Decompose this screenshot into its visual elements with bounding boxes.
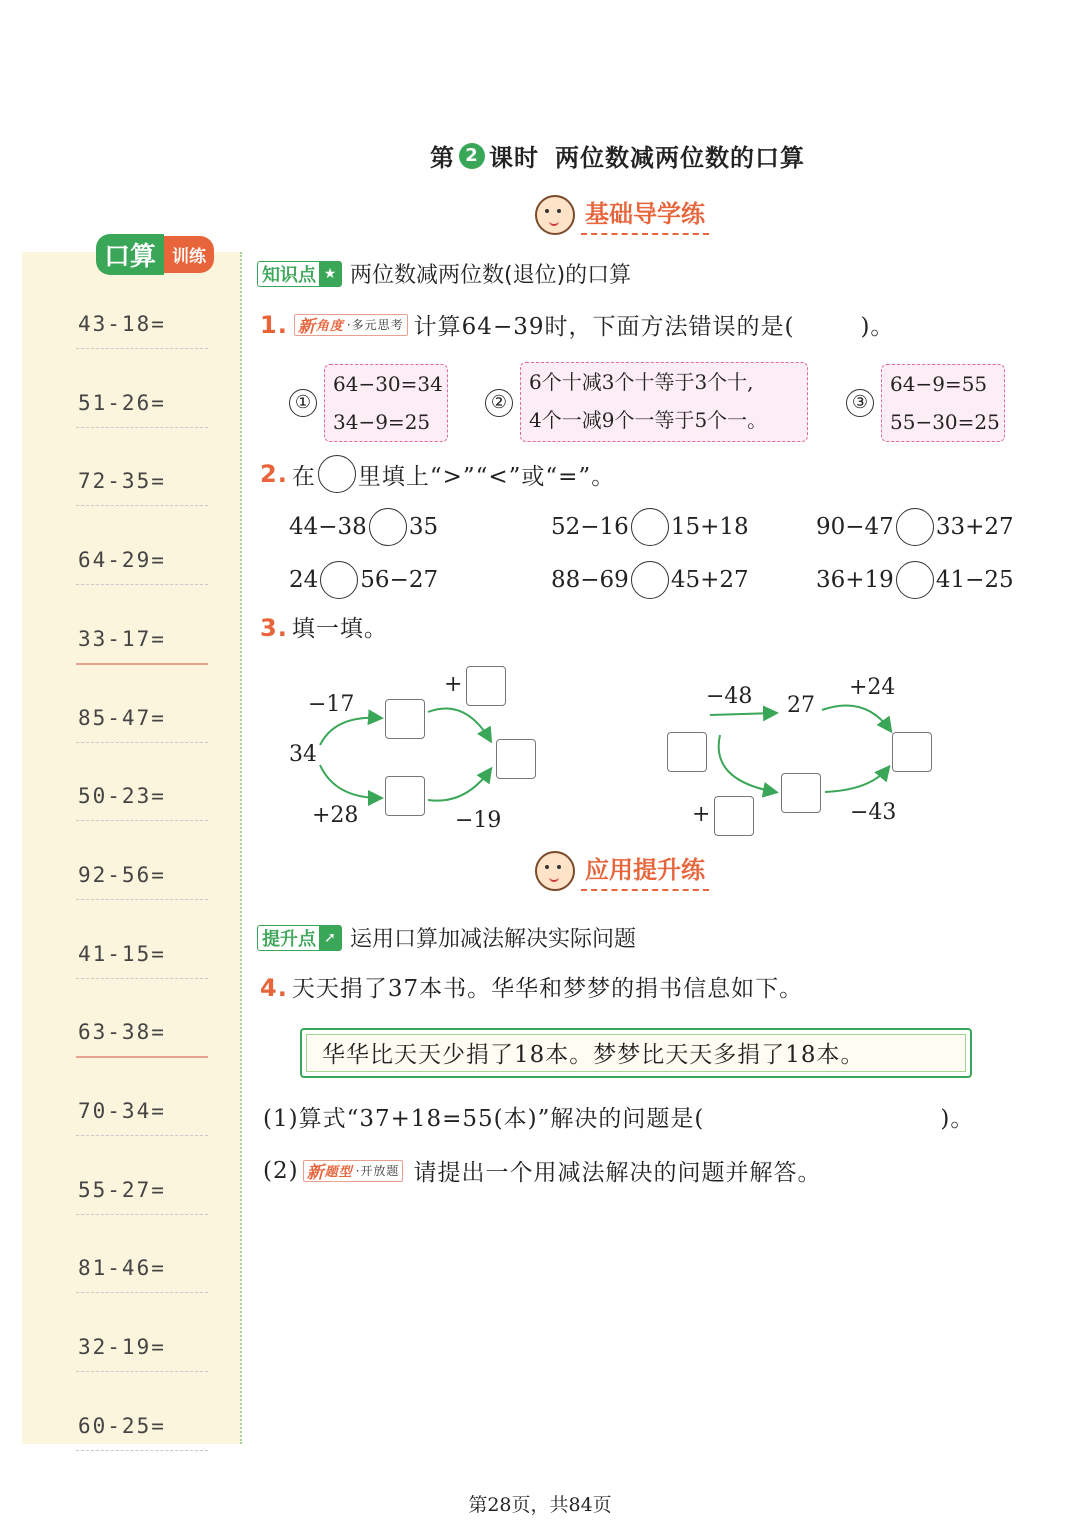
badge-desc: ·多元思考 bbox=[346, 318, 404, 332]
option-2-number: ② bbox=[485, 389, 513, 417]
diagram-2-mid: 27 bbox=[787, 693, 815, 718]
option-2-line-2: 4个一减9个一等于5个一。 bbox=[529, 408, 768, 432]
question-2-text-post: 里填上“>”“<”或“=”。 bbox=[357, 463, 616, 490]
option-3-line-2: 55−30=25 bbox=[890, 410, 1000, 434]
diagram-1-blank-right[interactable] bbox=[496, 739, 536, 779]
question-4 bbox=[260, 970, 803, 1003]
oral-item-expression: 41-15= bbox=[78, 941, 166, 966]
compare-answer-circle[interactable] bbox=[896, 508, 934, 546]
diagram-1-blank-top[interactable] bbox=[385, 699, 425, 739]
oral-item[interactable] bbox=[76, 742, 208, 821]
oral-badge-sub: 训练 bbox=[164, 236, 214, 273]
compare-right: 41−25 bbox=[935, 567, 1014, 593]
oral-item[interactable] bbox=[76, 506, 208, 585]
arrow-icon: ➚ bbox=[319, 926, 341, 950]
oral-item[interactable] bbox=[76, 349, 208, 428]
diagram-1-op-right-bottom: −19 bbox=[455, 808, 502, 833]
oral-item[interactable] bbox=[76, 427, 208, 506]
compare-item-3 bbox=[816, 508, 1014, 546]
diagram-2-op-top-left: −48 bbox=[706, 684, 753, 709]
diagram-2-op-bottom-right: −43 bbox=[850, 800, 897, 825]
question-4-sub-2-badge bbox=[303, 1160, 404, 1182]
question-3-text: 填一填。 bbox=[291, 616, 388, 642]
compare-answer-circle[interactable] bbox=[320, 561, 358, 599]
option-2-box[interactable] bbox=[520, 362, 808, 442]
diagram-1-blank-bottom[interactable] bbox=[385, 776, 425, 816]
question-4-sub-1 bbox=[263, 1100, 974, 1133]
lesson-title bbox=[430, 138, 805, 173]
oral-item[interactable] bbox=[76, 664, 208, 743]
compare-right: 45+27 bbox=[670, 567, 749, 593]
compare-right: 15+18 bbox=[670, 514, 749, 540]
diagram-1-blank-top-op[interactable] bbox=[466, 666, 506, 706]
diagram-2-blank-right[interactable] bbox=[892, 732, 932, 772]
option-3-box[interactable] bbox=[881, 364, 1005, 442]
oral-item[interactable] bbox=[76, 1057, 208, 1136]
option-1-number: ① bbox=[289, 389, 317, 417]
section-basic-label: 基础导学练 bbox=[581, 194, 709, 235]
question-2-text-pre: 在 bbox=[291, 463, 316, 490]
oral-item-expression: 32-19= bbox=[78, 1335, 166, 1360]
compare-left: 36+19 bbox=[816, 567, 894, 593]
improve-point-title: 运用口算加减法解决实际问题 bbox=[350, 927, 637, 952]
oral-item[interactable] bbox=[76, 900, 208, 979]
donation-info-box: 华华比天天少捐了18本。梦梦比天天多捐了18本。 bbox=[300, 1028, 972, 1078]
oral-item-expression: 70-34= bbox=[78, 1099, 166, 1123]
oral-item-expression: 51-26= bbox=[78, 390, 166, 415]
question-4-sub-2-number: (2) bbox=[263, 1157, 299, 1184]
compare-item-6 bbox=[816, 561, 1014, 599]
question-4-sub-1-answer-blank[interactable] bbox=[704, 1100, 940, 1133]
oral-item[interactable] bbox=[76, 821, 208, 900]
oral-item[interactable] bbox=[76, 1293, 208, 1372]
diagram-1-op-bottom: +28 bbox=[312, 803, 359, 828]
question-4-sub-2-text: 请提出一个用减法解决的问题并解答。 bbox=[413, 1160, 822, 1186]
compare-answer-circle[interactable] bbox=[631, 561, 669, 599]
oral-item-expression: 55-27= bbox=[78, 1177, 166, 1202]
diagram-2-blank-left[interactable] bbox=[667, 732, 707, 772]
improve-point-tag-label: 提升点 bbox=[262, 928, 316, 950]
improve-point-header bbox=[257, 922, 636, 953]
oral-item-expression: 33-17= bbox=[78, 626, 166, 651]
question-2 bbox=[260, 455, 615, 493]
compare-right: 35 bbox=[408, 514, 439, 540]
oral-item[interactable] bbox=[76, 1372, 208, 1451]
oral-item[interactable] bbox=[76, 978, 208, 1058]
compare-item-4 bbox=[289, 561, 438, 599]
oral-item-expression: 85-47= bbox=[78, 705, 166, 730]
option-1-line-1: 64−30=34 bbox=[333, 372, 443, 396]
knowledge-point-tag-label: 知识点 bbox=[262, 264, 316, 286]
lesson-number-badge: 2 bbox=[459, 143, 485, 169]
oral-practice-badge bbox=[96, 234, 214, 275]
option-3-number: ③ bbox=[846, 389, 874, 417]
compare-left: 52−16 bbox=[551, 514, 629, 540]
compare-item-1 bbox=[289, 508, 438, 546]
section-application-header bbox=[535, 850, 709, 891]
lesson-prefix: 第 bbox=[430, 144, 455, 172]
diagram-2-blank-bottom[interactable] bbox=[781, 773, 821, 813]
oral-item[interactable] bbox=[76, 585, 208, 665]
compare-right: 56−27 bbox=[360, 567, 439, 593]
oral-item-expression: 92-56= bbox=[78, 862, 166, 887]
compare-left: 24 bbox=[289, 567, 319, 593]
compare-right: 33+27 bbox=[935, 514, 1014, 540]
lesson-name: 两位数减两位数的口算 bbox=[555, 144, 805, 172]
oral-item[interactable] bbox=[76, 270, 208, 349]
knowledge-point-title: 两位数减两位数(退位)的口算 bbox=[350, 263, 632, 288]
question-3-number: 3. bbox=[260, 614, 288, 642]
oral-item-expression: 64-29= bbox=[78, 548, 166, 573]
knowledge-point-header bbox=[257, 258, 631, 289]
compare-left: 44−38 bbox=[289, 514, 367, 540]
oral-item-expression: 72-35= bbox=[78, 469, 166, 494]
badge-new-mark: 新 bbox=[297, 317, 316, 337]
oral-item[interactable] bbox=[76, 1136, 208, 1215]
oral-badge-main: 口算 bbox=[96, 234, 164, 275]
question-2-number: 2. bbox=[260, 460, 288, 488]
diagram-2-op-top-right: +24 bbox=[849, 675, 896, 700]
question-1-close: )。 bbox=[860, 314, 895, 340]
compare-item-2 bbox=[551, 508, 749, 546]
oral-item-expression: 81-46= bbox=[78, 1256, 166, 1281]
oral-item[interactable] bbox=[76, 1214, 208, 1293]
oral-item-expression: 50-23= bbox=[78, 784, 166, 809]
oral-item-expression: 43-18= bbox=[78, 312, 166, 336]
question-1-badge bbox=[294, 314, 408, 336]
diagram-1-op-right-top: + bbox=[444, 672, 463, 697]
compare-left: 88−69 bbox=[551, 567, 629, 593]
compare-left: 90−47 bbox=[816, 514, 894, 540]
option-3-line-1: 64−9=55 bbox=[890, 372, 988, 396]
question-4-number: 4. bbox=[260, 974, 288, 1002]
section-basic-header bbox=[535, 194, 709, 235]
question-1-number: 1. bbox=[260, 310, 288, 339]
question-4-sub-2 bbox=[263, 1154, 821, 1187]
compare-answer-circle[interactable] bbox=[369, 508, 407, 546]
badge-new-mark: 新 bbox=[306, 1163, 325, 1183]
section-application-label: 应用提升练 bbox=[581, 850, 709, 891]
option-2-line-1: 6个十减3个十等于3个十, bbox=[529, 370, 754, 394]
question-3 bbox=[260, 610, 388, 643]
improve-point-tag bbox=[257, 925, 342, 951]
option-1-line-2: 34−9=25 bbox=[333, 410, 431, 434]
badge-kind: 题型 bbox=[324, 1165, 353, 1180]
star-icon: ★ bbox=[319, 262, 341, 286]
question-4-sub-1-close: )。 bbox=[940, 1106, 975, 1132]
question-4-sub-1-text: (1)算式“37+18=55(本)”解决的问题是( bbox=[263, 1106, 705, 1132]
compare-answer-circle[interactable] bbox=[896, 561, 934, 599]
question-4-text: 天天捐了37本书。华华和梦梦的捐书信息如下。 bbox=[291, 976, 804, 1002]
oral-item-expression: 63-38= bbox=[78, 1020, 166, 1045]
badge-desc: ·开放题 bbox=[355, 1164, 400, 1178]
kid-mascot-icon bbox=[535, 851, 575, 891]
diagram-1-op-top: −17 bbox=[308, 692, 355, 717]
kid-mascot-icon bbox=[535, 195, 575, 235]
option-1-box[interactable] bbox=[324, 364, 448, 442]
sidebar-divider bbox=[240, 252, 244, 1444]
diagram-2-op-bottom-left: + bbox=[692, 802, 711, 827]
badge-kind: 角度 bbox=[315, 319, 344, 334]
compare-item-5 bbox=[551, 561, 749, 599]
diagram-1-start: 34 bbox=[289, 742, 317, 767]
compare-answer-circle[interactable] bbox=[631, 508, 669, 546]
question-1-text: 计算64−39时，下面方法错误的是( bbox=[413, 314, 795, 340]
question-1 bbox=[260, 308, 894, 341]
lesson-suffix: 课时 bbox=[489, 144, 539, 172]
oral-item-expression: 60-25= bbox=[78, 1413, 166, 1438]
question-2-circle-example bbox=[318, 455, 356, 493]
knowledge-point-tag bbox=[257, 261, 342, 287]
page-footer: 第28页，共84页 bbox=[468, 1494, 612, 1516]
diagram-2-blank-bottom-op[interactable] bbox=[714, 796, 754, 836]
